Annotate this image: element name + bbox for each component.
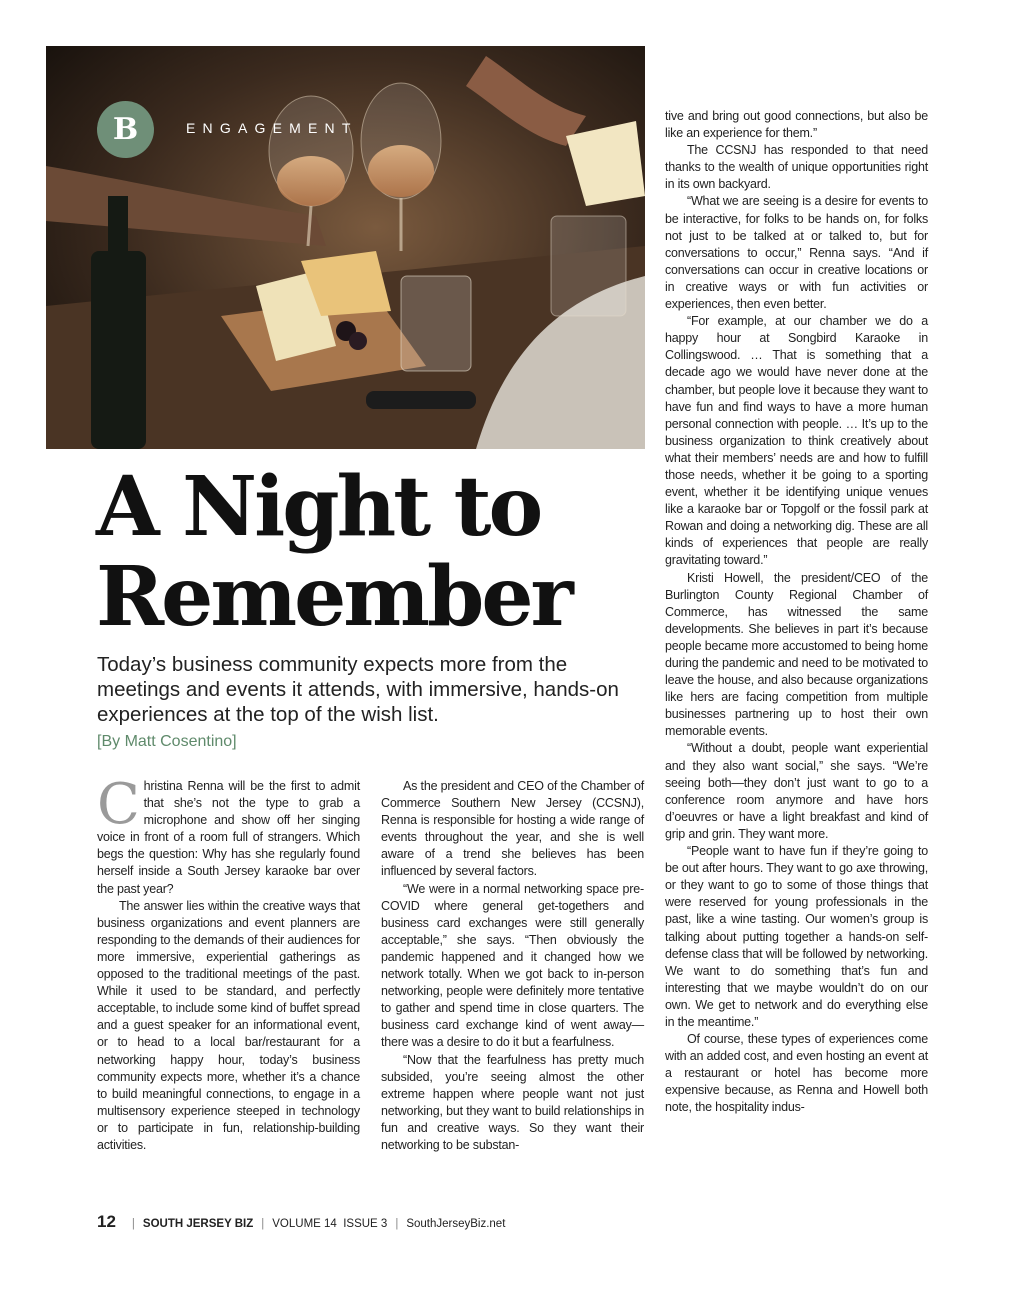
paragraph: The CCSNJ has responded to that need thanks to the wealth of unique opportunities right in its own backyard. — [665, 143, 928, 192]
section-label: ENGAGEMENT — [186, 120, 358, 136]
paragraph: “We were in a normal networking space pre-COVID where general get-togethers and business card exchanges were still generally acceptable,” she says. “Then obviously the pandemic happened and it changed how we network totally. When we got back to in-person networking, people were definitely more tentative to gather and spend time in close quarters. The business card exchange kind of went away—there was a desire to do it but a fearfulness. — [381, 881, 644, 1050]
paragraph — [97, 772, 360, 898]
paragraph: Of course, these types of experiences come with an added cost, and even hosting an event at a restaurant or hotel has become more expensive because, as Renna and Howell both note, the hospitality indus- — [665, 1032, 928, 1115]
publication-name: SOUTH JERSEY BIZ — [142, 1218, 254, 1230]
paragraph: “People want to have fun if they’re going to be out after hours. They want to go axe throwing, or they want to go to some of those things that were reserved for young professionals in the past, like a wine tasting. Our women’s group is talking about putting together a hands-on self-defense class that will be followed by networking. We want to do something that’s fun and interesting that we maybe wouldn’t do on our own. We get to network and do everything else in the meantime.” — [665, 844, 928, 1029]
headline-line-1: A Night to — [96, 459, 541, 555]
paragraph: “What we are seeing is a desire for events to be interactive, for folks to be hands on, for folks not just to be talked at or talked to, but for conversations to occur,” Renna says. “And if conversations can occur in creative locations or in creative ways or with fun activities or experiences, then even better. — [665, 194, 928, 312]
footer-divider: | — [131, 1218, 135, 1230]
paragraph: tive and bring out good connections, but also be like an experience for them.” — [665, 109, 928, 141]
page-footer — [97, 1212, 505, 1232]
paragraph: The answer lies within the creative ways that business organizations and event planners are responding to the demands of their audiences for more immersive, experiential gatherings as opposed to the traditional meetings of the past. While it used to be standard, and perfectly acceptable, to include some kind of buffet spread and a guest speaker for an informational event, or to head to a local bar/restaurant for a networking happy hour, today’s business community expects more, whether it’s a chance to build meaningful connections, to engage in a multisensory experience steeped in technology or to participate in fun, relationship-building activities. — [97, 898, 360, 1152]
drop-cap: C — [97, 772, 140, 837]
headline-line-2: Remember — [96, 549, 571, 645]
hero-photo — [46, 46, 645, 449]
page-number: 12 — [97, 1212, 116, 1231]
paragraph: “Now that the fearfulness has pretty much subsided, you’re seeing almost the other extreme happen where people want not just networking, but they want to build relationships in fun and creative ways. So they want their networking to be substan- — [381, 1052, 644, 1152]
paragraph: Kristi Howell, the president/CEO of the Burlington County Regional Chamber of Commerce, has witnessed the same developments. She believes in part it’s because people became more accustomed to being home during the pandemic and need to be motivated to leave the house, and also because organizations like hers are facing competition from multiple businesses partnering up to host their own memorable events. — [665, 570, 928, 739]
paragraph: “For example, at our chamber we do a happy hour at Songbird Karaoke in Collingswood. … That is something that a decade ago we would have never done at the chamber, but people love it because they want to have fun and find ways to have a more human personal connection with people. … It’s up to the business organization to think creatively about what their members’ needs are and how to fulfill those needs, whether it be going to a sporting event, whether it be identifying unique venues like a karaoke bar or Topgolf or the fossil park at Rowan and doing a networking dig. These are all kinds of experiences that people are really gravitating toward.” — [665, 314, 928, 568]
dek: Today’s business community expects more from the meetings and events it attends, with immersive, hands-on experiences at the top of the wish list. — [97, 653, 619, 726]
issue-info: VOLUME 14 ISSUE 3 — [272, 1218, 388, 1230]
body-column-3 — [665, 108, 928, 1117]
footer-divider: | — [261, 1218, 265, 1230]
paragraph: As the president and CEO of the Chamber of Commerce Southern New Jersey (CCSNJ), Renna is responsible for hosting a wide range of events throughout the year, and she is well aware of a trend she believes has been influenced by several factors. — [381, 779, 644, 879]
byline: [By Matt Cosentino] — [97, 733, 237, 750]
website-link[interactable]: SouthJerseyBiz.net — [406, 1218, 506, 1230]
paragraph: “Without a doubt, people want experiential and they also want social,” she says. “We’re seeing both—they don’t just want to go to a conference room anymore and have hors d’oeuvres or have a light breakfast and kind of grip and grin. They want more. — [665, 741, 928, 841]
body-column-2 — [381, 778, 644, 1154]
headline — [96, 459, 571, 645]
body-column-1 — [97, 772, 360, 1154]
paragraph-text: hristina Renna will be the first to admit that she’s not the type to grab a microphone and show off her singing voice in front of a room full of strangers. Which begs the question: Why has she regularly found herself inside a South Jersey karaoke bar over the past year? — [97, 779, 360, 896]
footer-divider: | — [395, 1218, 399, 1230]
section-badge: B — [97, 101, 154, 158]
